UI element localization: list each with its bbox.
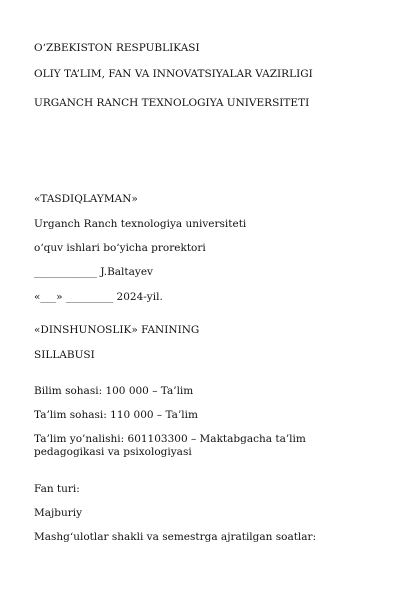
syllabus-title: SILLABUSI: [34, 349, 95, 361]
approval-title: «TASDIQLAYMAN»: [34, 193, 138, 205]
info-area: Ta’lim sohasi: 110 000 – Ta’lim: [34, 409, 198, 421]
header-university: URGANCH RANCH TEXNOLOGIYA UNIVERSITETI: [34, 97, 310, 109]
info-field: Bilim sohasi: 100 000 – Ta’lim: [34, 385, 194, 397]
info-course-type-label: Fan turi:: [34, 483, 80, 495]
header-ministry: OLIY TA’LIM, FAN VA INNOVATSIYALAR VAZIRLIGI: [34, 68, 313, 80]
info-hours-label: Mashg‘ulotlar shakli va semestrga ajratilgan soatlar:: [34, 531, 317, 543]
syllabus-subject: «DINSHUNOSLIK» FANINING: [34, 324, 200, 336]
info-direction: Ta’lim yo’nalishi: 601103300 – Maktabgacha ta’lim pedagogikasi va psixologiyasi: [34, 433, 306, 458]
approval-org: Urganch Ranch texnologiya universiteti: [34, 218, 247, 230]
header-country: O‘ZBEKISTON RESPUBLIKASI: [34, 42, 200, 54]
approval-position: o‘quv ishlari bo‘yicha prorektori: [34, 242, 206, 254]
approval-signature-line: ____________ J.Baltayev: [34, 266, 153, 278]
approval-date-line: «___» _________ 2024-yil.: [34, 291, 163, 303]
info-course-type-value: Majburiy: [34, 507, 83, 519]
